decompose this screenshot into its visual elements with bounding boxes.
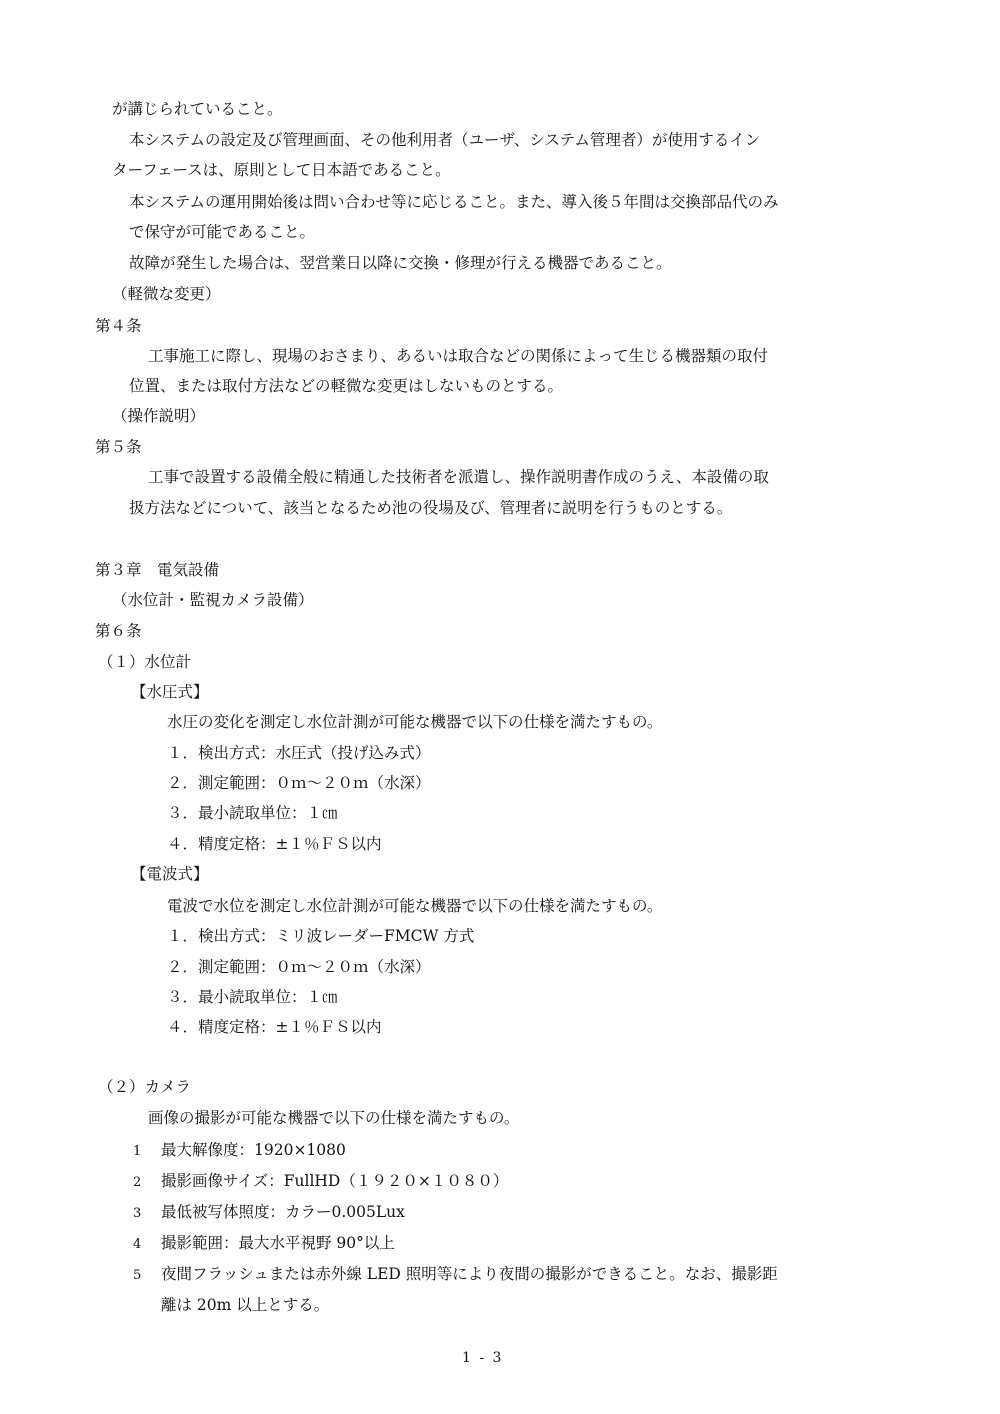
intro-line: 本システムの運用開始後は問い合わせ等に応じること。また、導入後５年間は交換部品代のみ — [129, 193, 779, 211]
type-label: 【水圧式】 — [131, 683, 209, 701]
article-body-line: 位置、または取付方法などの軽微な変更はしないものとする。 — [129, 377, 564, 395]
type-description: 電波で水位を測定し水位計測が可能な機器で以下の仕様を満たすもの。 — [167, 897, 663, 915]
intro-line: 本システムの設定及び管理画面、その他利用者（ユーザ、システム管理者）が使用するイン — [129, 131, 761, 149]
page-number: 1 - 3 — [462, 1350, 504, 1366]
item-heading: （２）カメラ — [98, 1078, 192, 1096]
type-description: 画像の撮影が可能な機器で以下の仕様を満たすもの。 — [148, 1109, 520, 1127]
camera-spec-line — [133, 1140, 346, 1162]
spec-line: ２．測定範囲：０ｍ～２０ｍ（水深） — [167, 774, 431, 792]
intro-line: で保守が可能であること。 — [129, 223, 316, 241]
camera-spec-continuation: 離は 20m 以上とする。 — [161, 1296, 330, 1314]
camera-spec-number: 5 — [133, 1268, 142, 1283]
item-heading: （１）水位計 — [98, 653, 192, 671]
camera-spec-text: 最低被写体照度：カラー0.005Lux — [161, 1203, 405, 1221]
spec-line: １．検出方式：水圧式（投げ込み式） — [167, 744, 431, 762]
spec-line: １．検出方式：ミリ波レーダーFMCW 方式 — [167, 927, 475, 945]
type-label: 【電波式】 — [131, 865, 209, 883]
intro-line: が講じられていること。 — [112, 100, 283, 118]
camera-spec-text: 撮影画像サイズ：FullHD（１９２０×１０８０） — [161, 1172, 509, 1190]
article-heading: 第４条 — [95, 317, 142, 335]
intro-line: ターフェースは、原則として日本語であること。 — [112, 161, 451, 179]
camera-spec-number: 3 — [133, 1206, 142, 1221]
spec-line: ２．測定範囲：０ｍ～２０ｍ（水深） — [167, 958, 431, 976]
camera-spec-number: 1 — [133, 1144, 142, 1159]
chapter-heading: 第３章 電気設備 — [95, 561, 220, 579]
spec-line: ３．最小読取単位：１㎝ — [167, 988, 338, 1006]
article-caption: （水位計・監視カメラ設備） — [112, 591, 314, 609]
camera-spec-line — [133, 1171, 508, 1193]
article-caption: （軽微な変更） — [112, 285, 221, 303]
type-description: 水圧の変化を測定し水位計測が可能な機器で以下の仕様を満たすもの。 — [167, 713, 663, 731]
article-heading: 第５条 — [95, 438, 142, 456]
article-body-line: 扱方法などについて、該当となるため池の役場及び、管理者に説明を行うものとする。 — [129, 499, 733, 517]
intro-line: 故障が発生した場合は、翌営業日以降に交換・修理が行える機器であること。 — [129, 254, 672, 272]
spec-line: ４．精度定格：±１％ＦＳ以内 — [167, 1018, 382, 1036]
camera-spec-line — [133, 1264, 778, 1286]
spec-line: ４．精度定格：±１％ＦＳ以内 — [167, 835, 382, 853]
camera-spec-number: 2 — [133, 1175, 142, 1190]
camera-spec-text: 最大解像度：1920×1080 — [161, 1141, 346, 1159]
article-caption: （操作説明） — [112, 407, 206, 425]
camera-spec-line — [133, 1233, 395, 1255]
article-body-line: 工事で設置する設備全般に精通した技術者を派遣し、操作説明書作成のうえ、本設備の取 — [148, 468, 769, 486]
article-heading: 第６条 — [95, 622, 142, 640]
camera-spec-line — [133, 1202, 405, 1224]
spec-line: ３．最小読取単位：１㎝ — [167, 804, 338, 822]
camera-spec-text: 撮影範囲：最大水平視野 90°以上 — [161, 1234, 395, 1252]
camera-spec-number: 4 — [133, 1237, 142, 1252]
article-body-line: 工事施工に際し、現場のおさまり、あるいは取合などの関係によって生じる機器類の取付 — [148, 347, 769, 365]
camera-spec-text: 夜間フラッシュまたは赤外線 LED 照明等により夜間の撮影ができること。なお、撮影距 — [161, 1265, 778, 1283]
